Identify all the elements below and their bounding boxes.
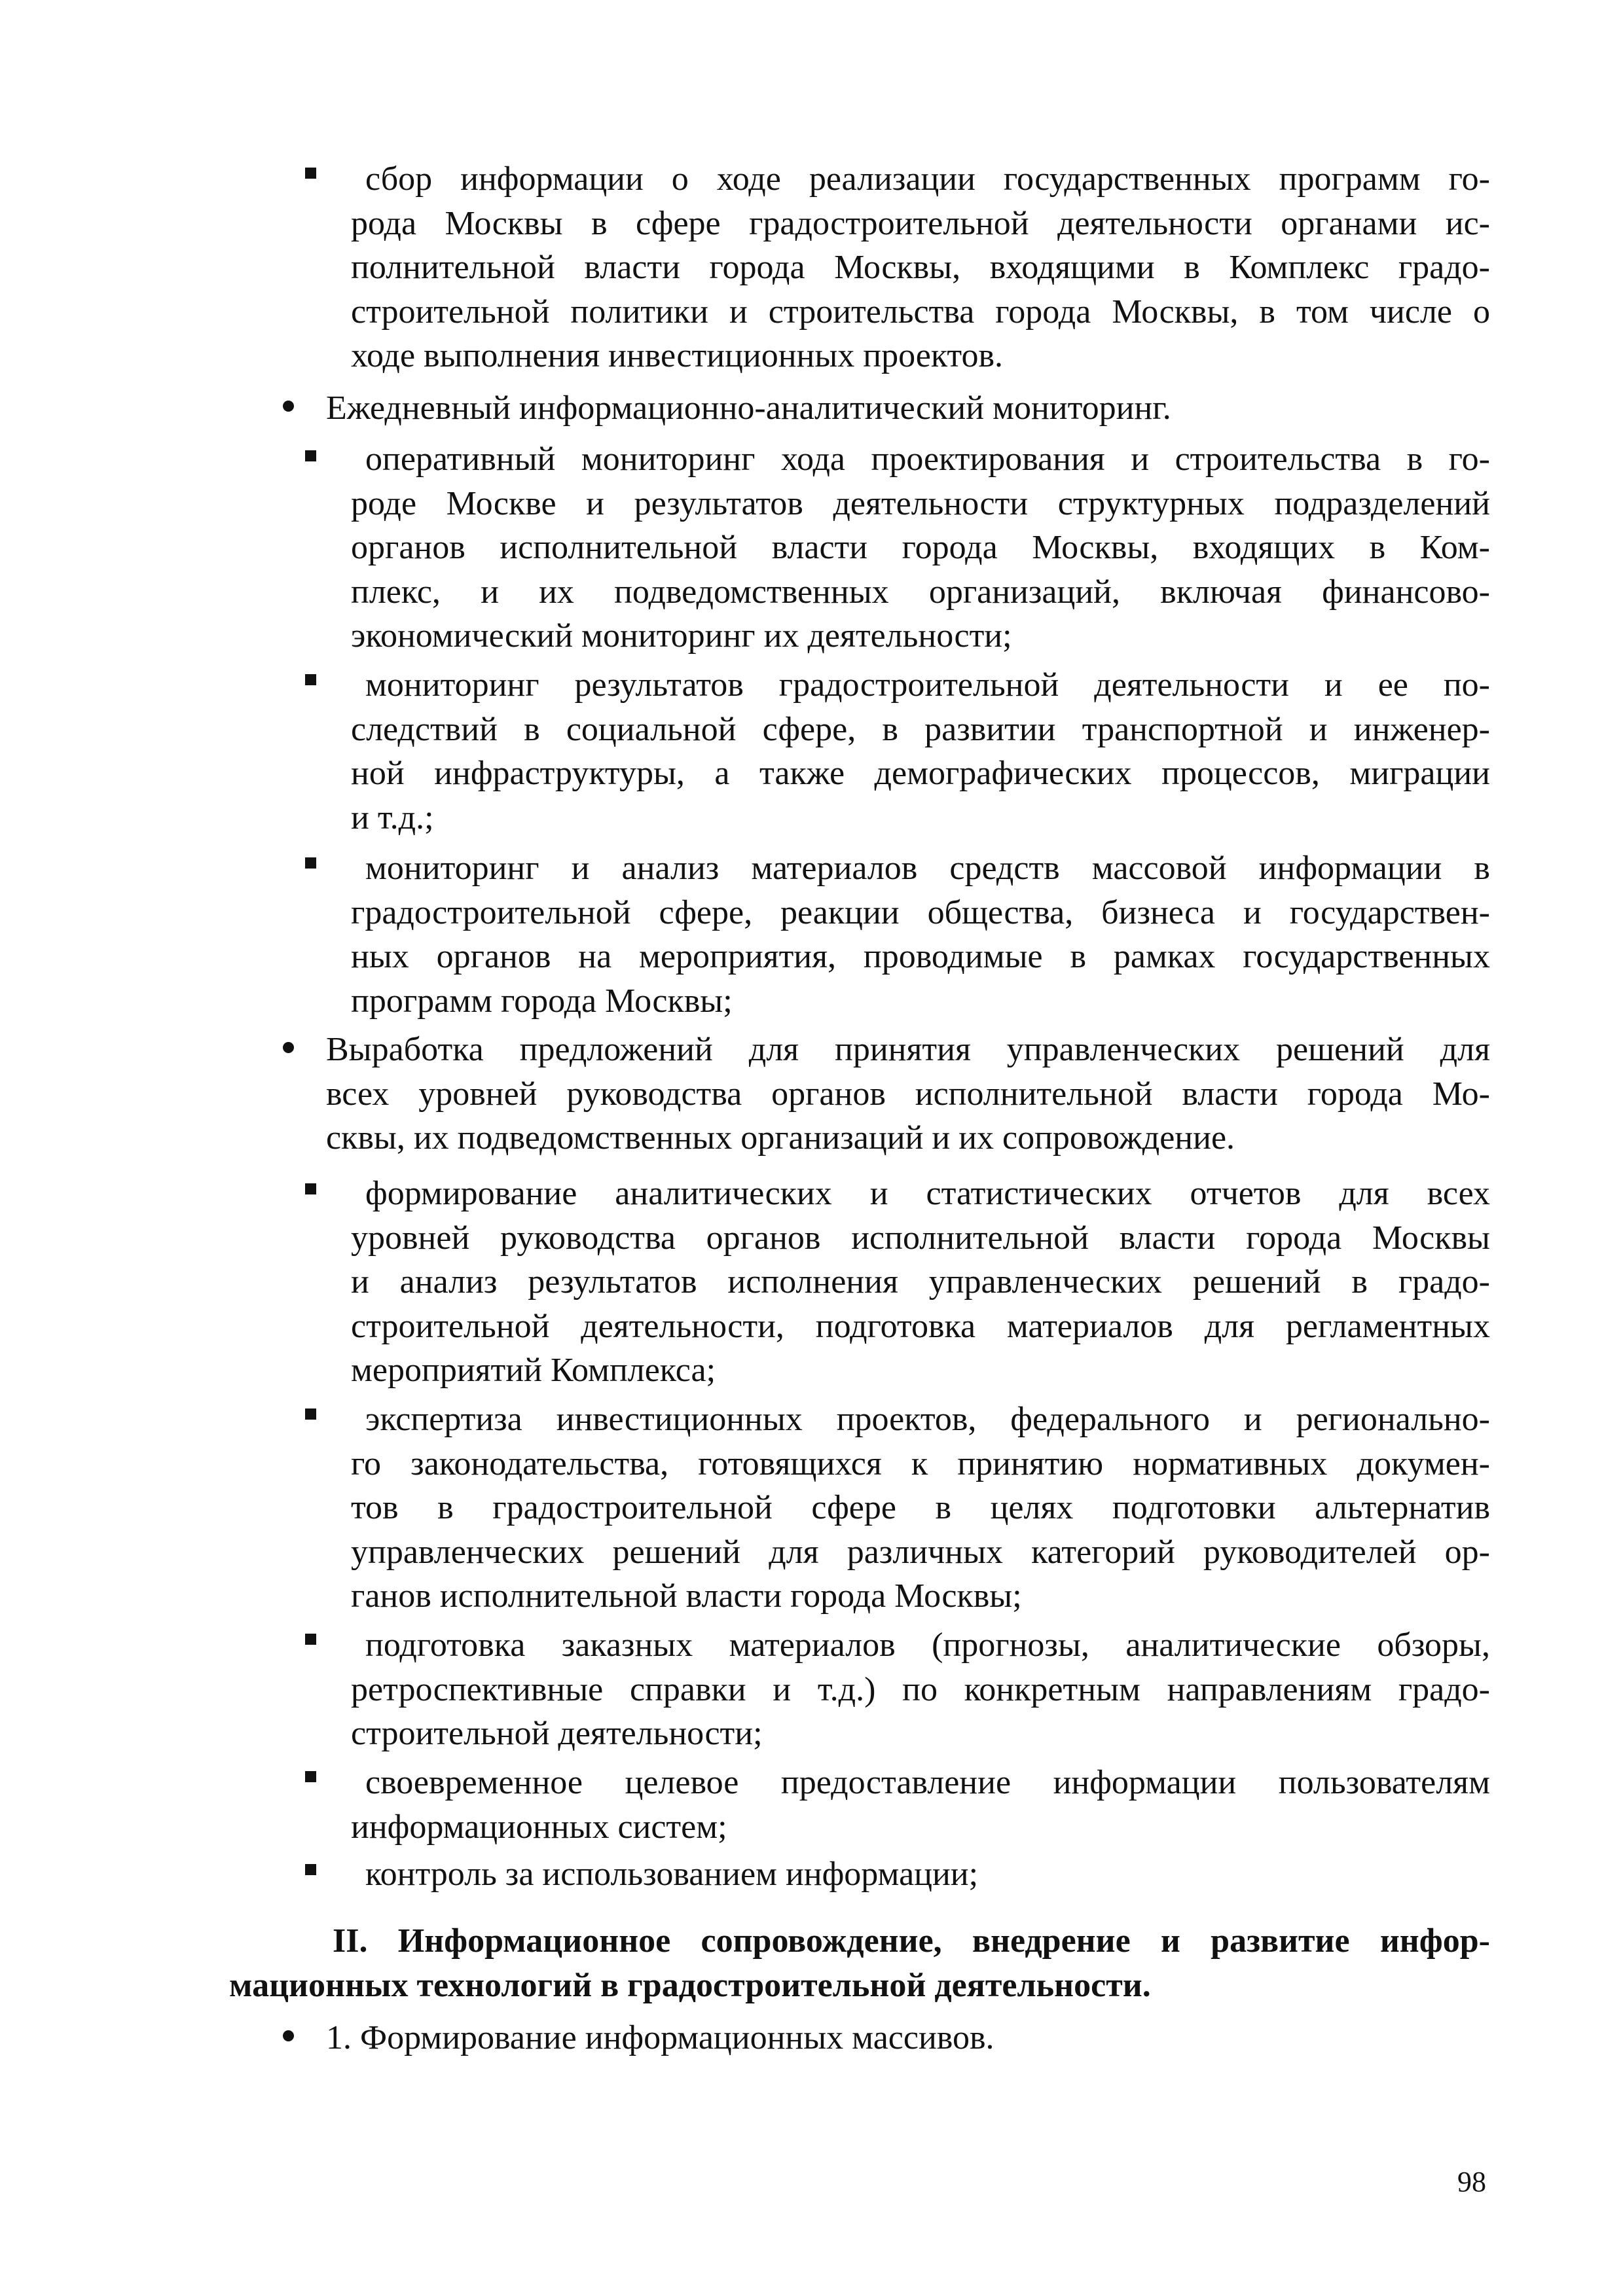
text-line: ганов исполнительной власти города Москвы; (351, 1577, 1022, 1615)
text-line: строительной деятельности, подготовка материалов для регламентных (351, 1307, 1490, 1345)
square-bullet-icon (305, 674, 316, 685)
text-line: строительной политики и строительства города Москвы, в том числе о (351, 293, 1490, 331)
list-item (351, 437, 1490, 658)
text-line: всех уровней руководства органов исполнительной власти города Мо- (326, 1075, 1490, 1113)
text-line: программ города Москвы; (351, 982, 733, 1020)
square-bullet-icon (305, 450, 316, 461)
text-line: полнительной власти города Москвы, входящими в Комплекс градо- (351, 249, 1490, 286)
square-bullet-icon (305, 1864, 316, 1875)
text-line: сбор информации о ходе реализации государственных программ го- (365, 160, 1490, 198)
text-line: и т.д.; (351, 798, 434, 836)
text-line: ходе выполнения инвестиционных проектов. (351, 337, 1003, 374)
list-item (326, 2016, 1490, 2060)
text-line: Выработка предложений для принятия управленческих решений для (326, 1031, 1490, 1068)
list-item (351, 1397, 1490, 1619)
list-item (326, 386, 1491, 431)
text-line: подготовка заказных материалов (прогнозы, аналитические обзоры, (365, 1626, 1490, 1664)
text-line: рода Москвы в сфере градостроительной деятельности органами ис- (351, 204, 1490, 242)
text-line: Ежедневный информационно-аналитический мониторинг. (326, 389, 1171, 427)
text-line: градостроительной сфере, реакции общества, бизнеса и государствен- (351, 893, 1490, 931)
text-line: го законодательства, готовящихся к принятию нормативных докумен- (351, 1444, 1490, 1482)
page-number: 98 (1457, 2166, 1486, 2198)
text-line: и анализ результатов исполнения управленческих решений в градо- (351, 1263, 1490, 1300)
list-item (326, 1028, 1490, 1160)
text-line: информационных систем; (351, 1808, 727, 1846)
text-line: ных органов на мероприятия, проводимые в рамках государственных (351, 938, 1490, 975)
square-bullet-icon (305, 857, 316, 869)
text-line: ной инфраструктуры, а также демографических процессов, миграции (351, 755, 1490, 792)
round-bullet-icon (283, 2030, 294, 2041)
list-item (351, 157, 1490, 378)
list-item (351, 663, 1490, 840)
round-bullet-icon (283, 401, 294, 412)
text-line: экспертиза инвестиционных проектов, федерального и регионально- (365, 1401, 1490, 1438)
list-item (351, 1761, 1490, 1849)
square-bullet-icon (305, 1771, 316, 1782)
section-heading (229, 1919, 1490, 2007)
round-bullet-icon (283, 1042, 294, 1053)
text-line: контроль за использованием информации; (365, 1856, 979, 1893)
text-line: своевременное целевое предоставление информации пользователям (365, 1764, 1490, 1801)
square-bullet-icon (305, 1408, 316, 1420)
text-line: ретроспективные справки и т.д.) по конкретным направлениям градо- (351, 1670, 1490, 1708)
square-bullet-icon (305, 1634, 316, 1645)
text-line: экономический мониторинг их деятельности; (351, 617, 1012, 655)
text-line: формирование аналитических и статистических отчетов для всех (365, 1175, 1490, 1212)
text-line: управленческих решений для различных категорий руководителей ор- (351, 1533, 1490, 1571)
text-line: следствий в социальной сфере, в развитии транспортной и инженер- (351, 710, 1490, 748)
list-item (351, 1623, 1490, 1756)
text-line: 1. Формирование информационных массивов. (326, 2019, 994, 2056)
list-item (351, 1172, 1490, 1393)
text-line: мониторинг и анализ материалов средств массовой информации в (365, 850, 1490, 887)
heading-line: мационных технологий в градостроительной деятельности. (229, 1966, 1151, 2004)
text-line: тов в градостроительной сфере в целях подготовки альтернатив (351, 1489, 1490, 1526)
heading-line: II. Информационное сопровождение, внедрение и развитие инфор- (333, 1922, 1490, 1960)
text-line: сквы, их подведомственных организаций и их сопровождение. (326, 1119, 1235, 1157)
text-line: роде Москве и результатов деятельности структурных подразделений (351, 484, 1490, 522)
text-line: строительной деятельности; (351, 1715, 763, 1752)
square-bullet-icon (305, 168, 316, 179)
list-item (351, 1852, 1490, 1897)
text-line: мероприятий Комплекса; (351, 1352, 716, 1389)
text-line: оперативный мониторинг хода проектирования и строительства в го- (365, 440, 1490, 478)
list-item (351, 846, 1490, 1023)
text-line: плекс, и их подведомственных организаций, включая финансово- (351, 573, 1490, 611)
text-line: органов исполнительной власти города Москвы, входящих в Ком- (351, 529, 1490, 566)
text-line: мониторинг результатов градостроительной деятельности и ее по- (365, 666, 1490, 704)
text-line: уровней руководства органов исполнительной власти города Москвы (351, 1219, 1490, 1257)
square-bullet-icon (305, 1183, 316, 1194)
